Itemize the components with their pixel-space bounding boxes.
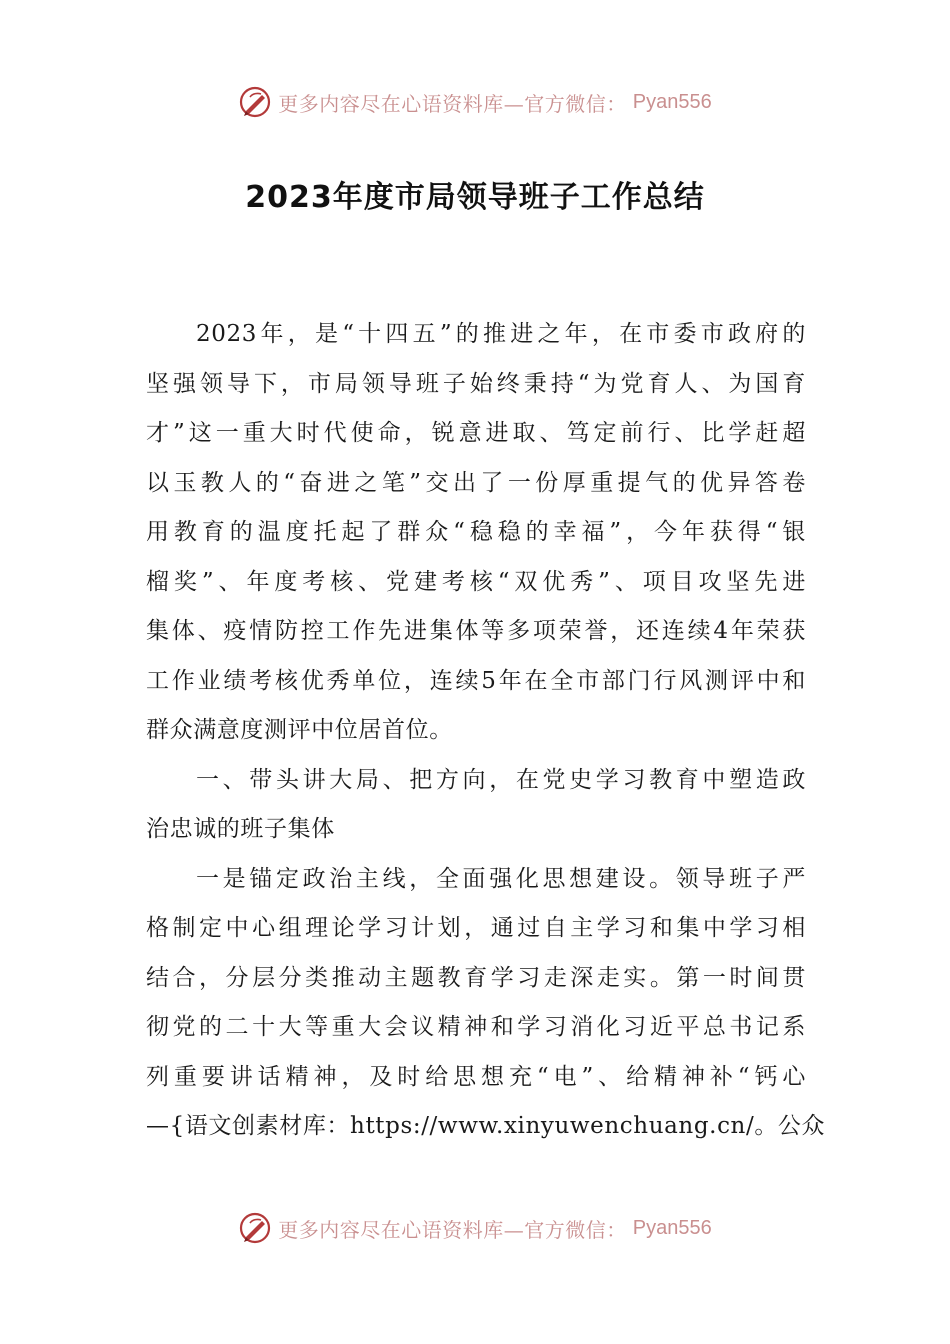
body-line: 集体、疫情防控工作先进集体等多项荣誉，还连续4年荣获: [146, 618, 806, 644]
body-line: —{语文创素材库：https://www.xinyuwenchuang.cn/。公众: [146, 1113, 826, 1139]
watermark-wechat-id: Pyan556: [632, 1216, 712, 1239]
body-line: 列重要讲话精神，及时给思想充“电”、给精神补“钙心: [146, 1063, 806, 1090]
body-line: 用教育的温度托起了群众“稳稳的幸福”，今年获得“银: [146, 519, 806, 545]
pen-logo-icon: [238, 85, 272, 119]
section-heading-line: 治忠诚的班子集体: [146, 816, 335, 842]
body-line: 坚强领导下，市局领导班子始终秉持“为党育人、为国育: [146, 370, 806, 397]
section-heading-line: 一、带头讲大局、把方向，在党史学习教育中塑造政: [196, 766, 806, 793]
watermark-banner-top: [0, 82, 950, 122]
watermark-text: 更多内容尽在心语资料库—官方微信：: [278, 91, 627, 116]
body-line: 2023年，是“十四五”的推进之年，在市委市政府的: [196, 321, 806, 347]
body-line: 群众满意度测评中位居首位。: [146, 717, 453, 743]
body-line: 格制定中心组理论学习计划，通过自主学习和集中学习相: [146, 915, 806, 941]
watermark-text: 更多内容尽在心语资料库—官方微信：: [278, 1217, 627, 1242]
watermark-wechat-id: Pyan556: [632, 90, 712, 113]
body-line: 以玉教人的“奋进之笔”交出了一份厚重提气的优异答卷: [146, 469, 806, 496]
body-line: 才”这一重大时代使命，锐意进取、笃定前行、比学赶超: [146, 420, 806, 446]
body-line: 榴奖”、年度考核、党建考核“双优秀”、项目攻坚先进: [146, 568, 806, 595]
document-body: [146, 310, 826, 1152]
document-title: 2023年度市局领导班子工作总结: [245, 180, 705, 215]
watermark-banner-bottom: [0, 1208, 950, 1248]
body-line: 结合，分层分类推动主题教育学习走深走实。第一时间贯: [146, 964, 806, 991]
body-line: 一是锚定政治主线，全面强化思想建设。领导班子严: [196, 865, 806, 892]
pen-logo-icon: [238, 1211, 272, 1245]
body-line: 工作业绩考核优秀单位，连续5年在全市部门行风测评中和: [146, 667, 806, 694]
body-line: 彻党的二十大等重大会议精神和学习消化习近平总书记系: [146, 1014, 806, 1040]
